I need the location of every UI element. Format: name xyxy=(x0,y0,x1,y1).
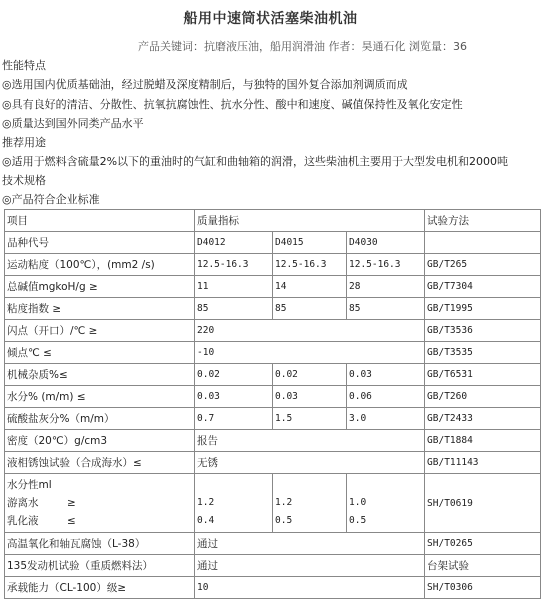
method-cell: GB/T7304 xyxy=(425,276,541,298)
value-cell: 通过 xyxy=(195,555,425,577)
value-cell: 0.02 xyxy=(273,364,347,386)
grade-label: 品种代号 xyxy=(5,232,195,254)
method-cell: GB/T3536 xyxy=(425,320,541,342)
value-cell: 85 xyxy=(195,298,273,320)
method-cell: GB/T1884 xyxy=(425,430,541,452)
usage-heading: 推荐用途 xyxy=(2,136,46,149)
views-value: 36 xyxy=(453,40,467,53)
method-cell: 台架试验 xyxy=(425,555,541,577)
method-cell xyxy=(425,232,541,254)
item-cell: 135发动机试验（重质燃料法） xyxy=(5,555,195,577)
value-cell: 12.5-16.3 xyxy=(195,254,273,276)
keywords-label: 产品关键词： xyxy=(138,40,204,53)
method-cell: GB/T3535 xyxy=(425,342,541,364)
usage-text: ◎适用于燃料含硫量2%以下的重油时的气缸和曲轴箱的润滑，这些柴油机主要用于大型发电机和2000吨 xyxy=(2,155,509,168)
table-row xyxy=(5,408,541,430)
value-cell: 10 xyxy=(195,577,425,599)
value-cell: -10 xyxy=(195,342,425,364)
value-cell: 3.0 xyxy=(347,408,425,430)
free-water-value: 1.0 xyxy=(349,497,367,508)
value-cell: 11 xyxy=(195,276,273,298)
table-row xyxy=(5,276,541,298)
value-cell: 0.03 xyxy=(347,364,425,386)
value-cell: 12.5-16.3 xyxy=(347,254,425,276)
water-value-cell xyxy=(273,474,347,533)
table-row xyxy=(5,254,541,276)
free-water-value: 1.2 xyxy=(197,497,215,508)
grade-cell: D4030 xyxy=(347,232,425,254)
item-cell: 闪点（开口）/℃ ≥ xyxy=(5,320,195,342)
value-cell: 220 xyxy=(195,320,425,342)
emulsion-symbol: ≤ xyxy=(67,515,76,527)
water-value-cell xyxy=(347,474,425,533)
method-cell: GB/T2433 xyxy=(425,408,541,430)
method-cell: SH/T0306 xyxy=(425,577,541,599)
product-meta xyxy=(138,38,467,54)
feature-item-1: ◎选用国内优质基础油，经过脱蜡及深度精制后，与独特的国外复合添加剂调质而成 xyxy=(2,78,408,91)
value-cell: 通过 xyxy=(195,533,425,555)
author-label: 作者： xyxy=(328,40,362,53)
value-cell: 0.03 xyxy=(195,386,273,408)
views-label: 浏览量： xyxy=(409,40,453,53)
table-row xyxy=(5,342,541,364)
value-cell: 无锈 xyxy=(195,452,425,474)
keywords-value: 抗磨液压油，船用润滑油 xyxy=(204,40,325,53)
value-cell: 0.7 xyxy=(195,408,273,430)
value-cell: 0.06 xyxy=(347,386,425,408)
value-cell: 12.5-16.3 xyxy=(273,254,347,276)
table-row xyxy=(5,320,541,342)
item-cell: 密度（20℃）g/cm3 xyxy=(5,430,195,452)
item-cell: 倾点℃ ≤ xyxy=(5,342,195,364)
header-quality: 质量指标 xyxy=(195,210,425,232)
emulsion-value: 0.4 xyxy=(197,515,215,526)
table-row-grades xyxy=(5,232,541,254)
table-row xyxy=(5,533,541,555)
table-row xyxy=(5,298,541,320)
spec-heading: 技术规格 xyxy=(2,174,46,187)
page-title: 船用中速筒状活塞柴油机油 xyxy=(183,11,358,27)
table-header-row xyxy=(5,210,541,232)
method-cell: GB/T260 xyxy=(425,386,541,408)
item-cell: 液相锈蚀试验（合成海水）≤ xyxy=(5,452,195,474)
value-cell: 85 xyxy=(273,298,347,320)
grade-cell: D4012 xyxy=(195,232,273,254)
water-item-cell xyxy=(5,474,195,533)
value-cell: 85 xyxy=(347,298,425,320)
method-cell: GB/T1995 xyxy=(425,298,541,320)
value-cell: 14 xyxy=(273,276,347,298)
table-row xyxy=(5,577,541,599)
table-row xyxy=(5,430,541,452)
value-cell: 0.03 xyxy=(273,386,347,408)
method-cell: GB/T6531 xyxy=(425,364,541,386)
grade-cell: D4015 xyxy=(273,232,347,254)
value-cell: 28 xyxy=(347,276,425,298)
value-cell: 报告 xyxy=(195,430,425,452)
header-method: 试验方法 xyxy=(425,210,541,232)
value-cell: 1.5 xyxy=(273,408,347,430)
item-cell: 机械杂质%≤ xyxy=(5,364,195,386)
table-row-water xyxy=(5,474,541,533)
feature-item-3: ◎质量达到国外同类产品水平 xyxy=(2,117,144,130)
author-value: 昊通石化 xyxy=(361,40,406,53)
table-row xyxy=(5,555,541,577)
feature-item-2: ◎具有良好的清洁、分散性、抗氧抗腐蚀性、抗水分性、酸中和速度、碱值保持性及氧化安定性 xyxy=(2,98,463,111)
method-cell: GB/T11143 xyxy=(425,452,541,474)
spec-note: ◎产品符合企业标准 xyxy=(2,193,100,206)
value-cell: 0.02 xyxy=(195,364,273,386)
emulsion-value: 0.5 xyxy=(349,515,367,526)
emulsion-value: 0.5 xyxy=(275,515,293,526)
table-row xyxy=(5,364,541,386)
emulsion-label: 乳化液 xyxy=(7,515,39,527)
method-cell: SH/T0619 xyxy=(425,474,541,533)
method-cell: SH/T0265 xyxy=(425,533,541,555)
features-heading: 性能特点 xyxy=(2,59,46,72)
water-value-cell xyxy=(195,474,273,533)
item-cell: 承载能力（CL-100）级≥ xyxy=(5,577,195,599)
table-row xyxy=(5,452,541,474)
water-heading: 水分性ml xyxy=(7,479,52,491)
header-item: 项目 xyxy=(5,210,195,232)
item-cell: 高温氧化和轴瓦腐蚀（L-38） xyxy=(5,533,195,555)
spec-table xyxy=(4,209,541,599)
item-cell: 硫酸盐灰分%（m/m） xyxy=(5,408,195,430)
free-water-label: 游离水 xyxy=(7,497,39,509)
free-water-value: 1.2 xyxy=(275,497,293,508)
free-water-symbol: ≥ xyxy=(67,497,76,509)
item-cell: 运动粘度（100℃），(mm2 /s) xyxy=(5,254,195,276)
item-cell: 水分% (m/m) ≤ xyxy=(5,386,195,408)
method-cell: GB/T265 xyxy=(425,254,541,276)
item-cell: 总碱值mgkoH/g ≥ xyxy=(5,276,195,298)
table-row xyxy=(5,386,541,408)
item-cell: 粘度指数 ≥ xyxy=(5,298,195,320)
